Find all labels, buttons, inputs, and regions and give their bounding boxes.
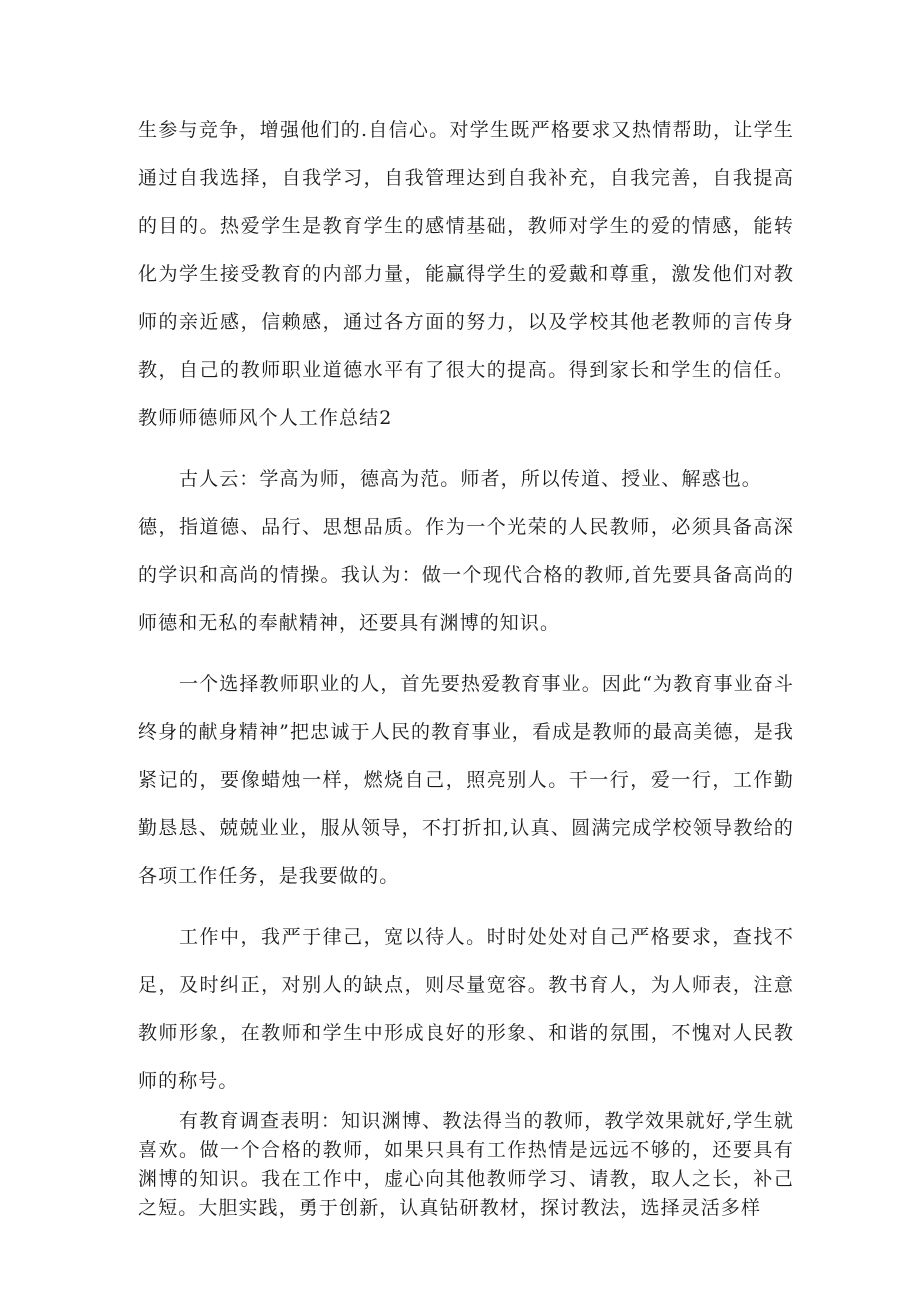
paragraph-ancient-saying: 古人云：学高为师，德高为范。师者，所以传道、授业、解惑也。 — [179, 468, 762, 490]
paragraph-virtue-definition: 德，指道德、品行、思想品质。作为一个光荣的人民教师，必须具备高深的学识和高尚的情操。我认为：做一个现代合格的教师,首先要具备高尚的师德和无私的奉献精神，还要具有渊博的知识。 — [138, 516, 794, 634]
paragraph-self-discipline: 工作中，我严于律己，宽以待人。时时处处对自己严格要求，查找不足，及时纠正，对别人的缺点，则尽量宽容。教书育人，为人师表，注意教师形象，在教师和学生中形成良好的形象、和谐的氛围，不愧对人民教师的称号。 — [138, 926, 794, 1092]
paragraph-love-education: 一个选择教师职业的人，首先要热爱教育事业。因此“为教育事业奋斗终身的献身精神”把忠诚于人民的教育事业，看成是教师的最高美德，是我紧记的，要像蜡烛一样，燃烧自己，照亮别人。干一行，爱一行，工作勤勤恳恳、兢兢业业，服从领导，不打折扣,认真、圆满完成学校领导教给的各项工作任务，是我要做的。 — [138, 673, 794, 887]
document-body — [138, 106, 794, 1223]
paragraph-continued-summary: 生参与竞争，增强他们的.自信心。对学生既严格要求又热情帮助，让学生通过自我选择，自我学习，自我管理达到自我补充，自我完善，自我提高的目的。热爱学生是教育学生的感情基础，教师对学生的爱的情感，能转化为学生接受教育的内部力量，能赢得学生的爱戴和尊重，激发他们对教师的亲近感，信赖感，通过各方面的努力，以及学校其他老教师的言传身教，自己的教师职业道德水平有了很大的提高。得到家长和学生的信任。教师师德师风个人工作总结2 — [138, 119, 794, 429]
paragraph-knowledge-survey: 有教育调查表明：知识渊博、教法得当的教师，教学效果就好,学生就喜欢。做一个合格的教师，如果只具有工作热情是远远不够的，还要具有渊博的知识。我在工作中，虚心向其他教师学习、请教，取人之长，补己之短。大胆实践，勇于创新，认真钻研教材，探讨教法，选择灵活多样 — [138, 1110, 794, 1219]
